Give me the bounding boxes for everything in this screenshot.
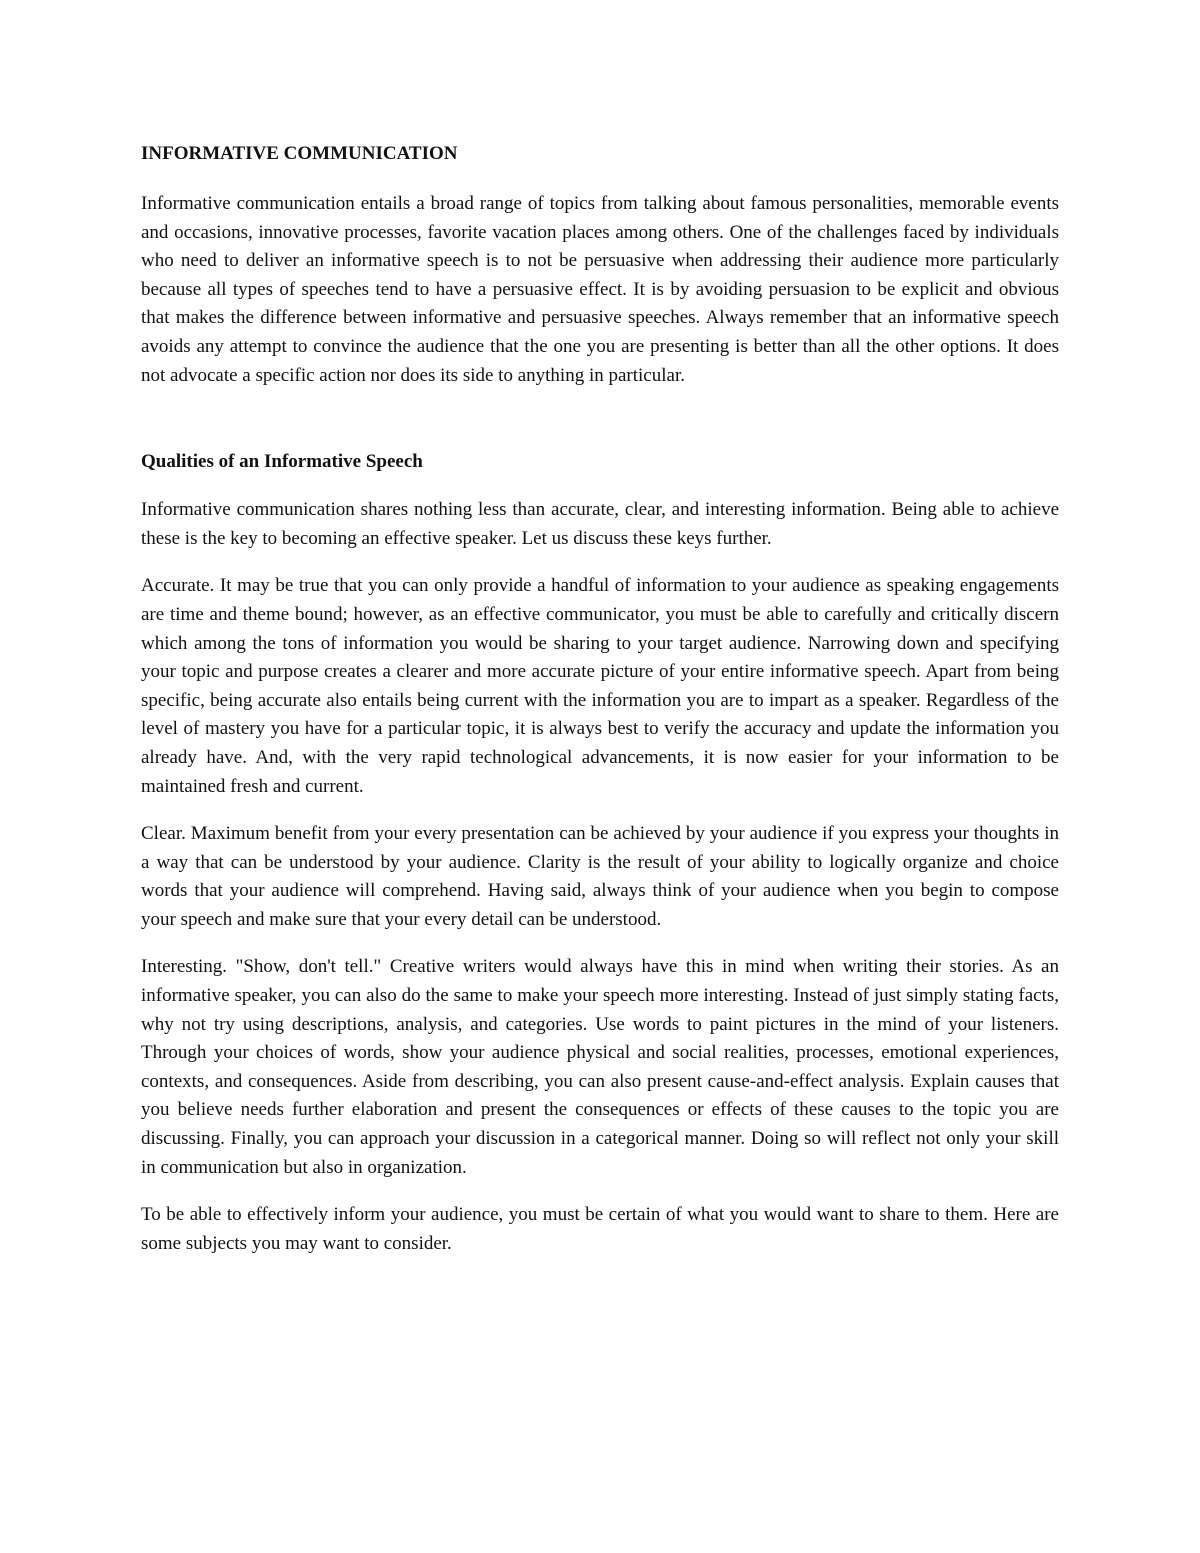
intro-paragraph: Informative communication entails a broad range of topics from talking about famous personalities, memorable events and occasions, innovative processes, favorite vacation places among others. One of the challenges faced by individuals who need to deliver an informative speech is to not be persuasive when addressing their audience more particularly because all types of speeches tend to have a persuasive effect. It is by avoiding persuasion to be explicit and obvious that makes the difference between informative and persuasive speeches. Always remember that an informative speech avoids any attempt to convince the audience that the one you are presenting is better than all the other options. It does not advocate a specific action nor does its side to anything in particular. [141, 193, 1059, 386]
document-title: INFORMATIVE COMMUNICATION [141, 143, 458, 164]
section-spacer [141, 409, 1059, 448]
document-body [141, 140, 1059, 1277]
section-heading: Qualities of an Informative Speech [141, 451, 423, 473]
paragraph-overview: Informative communication shares nothing less than accurate, clear, and interesting information. Being able to achieve these is the key to becoming an effective speaker. Let us discuss these keys further. [141, 499, 1059, 549]
paragraph-accurate: Accurate. It may be true that you can only provide a handful of information to your audience as speaking engagements are time and theme bound; however, as an effective communicator, you must be able to carefully and critically discern which among the tons of information you would be sharing to your target audience. Narrowing down and specifying your topic and purpose creates a clearer and more accurate picture of your entire informative speech. Apart from being specific, being accurate also entails being current with the information you are to impart as a speaker. Regardless of the level of mastery you have for a particular topic, it is always best to verify the accuracy and update the information you already have. And, with the very rapid technological advancements, it is now easier for your information to be maintained fresh and current. [141, 575, 1059, 797]
paragraph-interesting: Interesting. "Show, don't tell." Creative writers would always have this in mind when writing their stories. As an informative speaker, you can also do the same to make your speech more interesting. Instead of just simply stating facts, why not try using descriptions, analysis, and categories. Use words to paint pictures in the mind of your listeners. Through your choices of words, show your audience physical and social realities, processes, emotional experiences, contexts, and consequences. Aside from describing, you can also present cause-and-effect analysis. Explain causes that you believe needs further elaboration and present the consequences or effects of these causes to the topic you are discussing. Finally, you can approach your discussion in a categorical manner. Doing so will reflect not only your skill in communication but also in organization. [141, 956, 1059, 1178]
paragraph-closing: To be able to effectively inform your audience, you must be certain of what you would want to share to them. Here are some subjects you may want to consider. [141, 1204, 1059, 1254]
paragraph-clear: Clear. Maximum benefit from your every presentation can be achieved by your audience if you express your thoughts in a way that can be understood by your audience. Clarity is the result of your ability to logically organize and choice words that your audience will comprehend. Having said, always think of your audience when you begin to compose your speech and make sure that your every detail can be understood. [141, 823, 1059, 930]
